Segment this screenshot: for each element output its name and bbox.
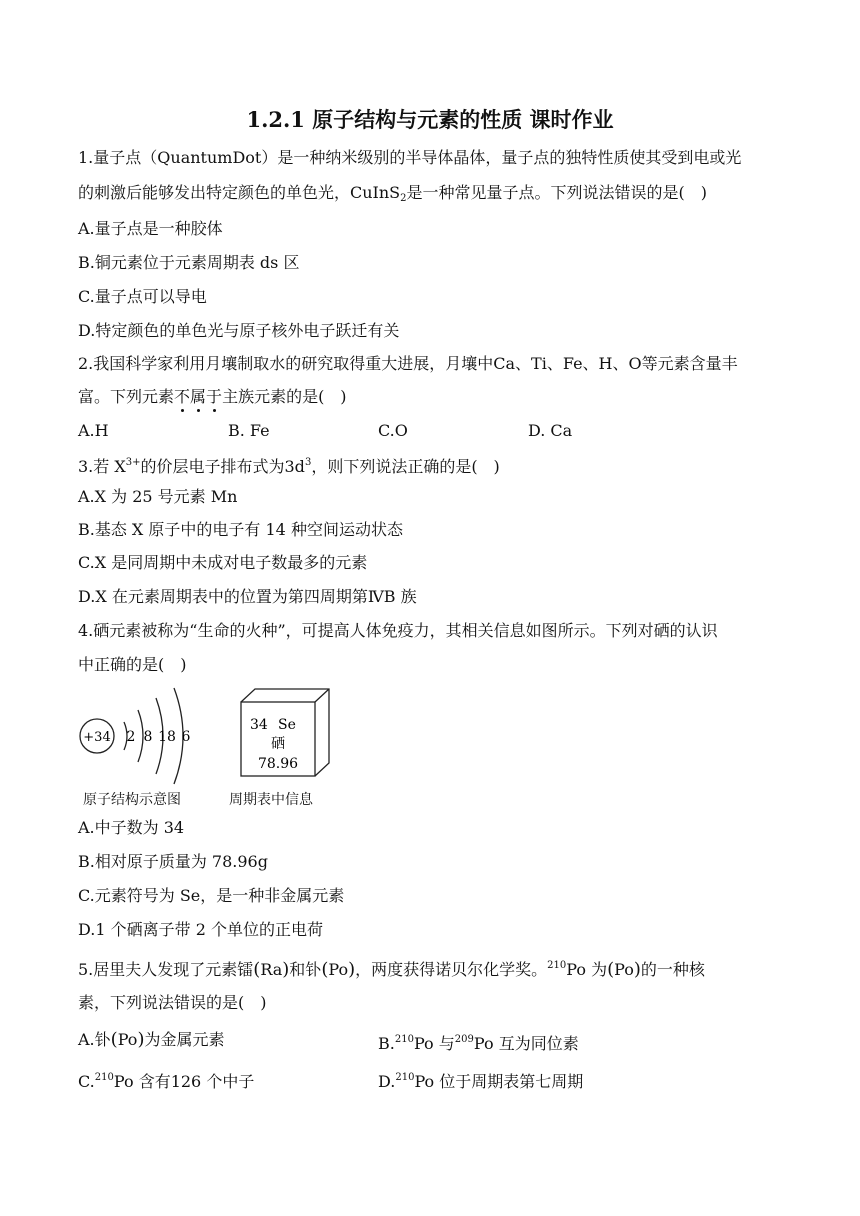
q1-option-d: D.特定颜色的单色光与原子核外电子跃迁有关 [78, 321, 400, 340]
cell-symbol: Se [278, 717, 296, 733]
q1-option-c: C.量子点可以导电 [78, 287, 207, 306]
q4-stem-line1: 4.硒元素被称为“生命的火种”，可提高人体免疫力，其相关信息如图所示。下列对硒的认识 [78, 621, 718, 640]
cell-atomic-number: 34 [250, 717, 268, 733]
shell-count-2: 8 [143, 729, 153, 745]
q2-option-a: A.H [78, 421, 109, 440]
q5-stem-line1: 5.居里夫人发现了元素镭(Ra)和钋(Po)，两度获得诺贝尔化学奖。$^{210}$Po 为(Po)的一种核 [78, 959, 705, 980]
q5-stem-line2: 素，下列说法错误的是( ) [78, 993, 267, 1012]
cell-mass: 78.96 [257, 756, 299, 772]
q3-stem: 3.若 $X^{3+}$的价层电子排布式为$3d^3$，则下列说法正确的是( ) [78, 457, 500, 476]
shell-count-1: 2 [126, 729, 136, 745]
q5-option-b: B.$^{210}$Po 与$^{209}$Po 互为同位素 [378, 1034, 579, 1053]
q3-option-a: A.X 为 25 号元素 Mn [78, 487, 238, 506]
q1-stem-line1: 1.量子点（QuantumDot）是一种纳米级别的半导体晶体，量子点的独特性质使其受到电或光 [78, 148, 742, 167]
cell-depth-edge [315, 689, 329, 702]
shell-arc-2 [138, 710, 143, 762]
q4-stem-line2: 中正确的是( ) [78, 655, 187, 674]
periodic-cell-diagram [238, 686, 334, 780]
q2-stem-line1: 2.我国科学家利用月壤制取水的研究取得重大进展，月壤中Ca、Ti、Fe、H、O等元素含量丰 [78, 354, 738, 373]
q2-option-d: D. Ca [528, 421, 573, 440]
q2-option-c: C.O [378, 421, 408, 440]
q4-option-d: D.1 个硒离子带 2 个单位的正电荷 [78, 920, 323, 939]
q5-option-d: D.$^{210}$Po 位于周期表第七周期 [378, 1072, 584, 1091]
q1-option-a: A.量子点是一种胶体 [78, 219, 223, 238]
q4-option-b: B.相对原子质量为 78.96g [78, 852, 268, 871]
q3-option-d: D.X 在元素周期表中的位置为第四周期第ⅣB 族 [78, 587, 417, 606]
page-title: 1.2.1 原子结构与元素的性质 课时作业 [246, 107, 614, 132]
q4-option-c: C.元素符号为 Se，是一种非金属元素 [78, 886, 345, 905]
q4-option-a: A.中子数为 34 [78, 818, 185, 837]
q3-option-b: B.基态 X 原子中的电子有 14 种空间运动状态 [78, 520, 403, 539]
atomic-structure-diagram [76, 686, 206, 786]
q1-option-b: B.铜元素位于元素周期表 ds 区 [78, 253, 300, 272]
q2-stem-line2: 富。下列元素不属于主族元素的是( ) [78, 387, 347, 406]
cell-name: 硒 [271, 736, 285, 752]
nucleus-charge: +34 [83, 730, 111, 745]
q5-option-a: A.钋(Po)为金属元素 [78, 1029, 225, 1050]
caption-atomic-structure: 原子结构示意图 [83, 792, 181, 808]
shell-count-3: 18 [158, 729, 176, 745]
caption-periodic-info: 周期表中信息 [229, 792, 313, 808]
q5-option-c: C.$^{210}$Po 含有126 个中子 [78, 1072, 255, 1091]
q1-stem-line2: 的刺激后能够发出特定颜色的单色光，CuInS$_2$是一种常见量子点。下列说法错误的是( ) [78, 183, 708, 204]
shell-count-4: 6 [181, 729, 191, 745]
q2-option-b: B. Fe [228, 421, 270, 440]
q3-option-c: C.X 是同周期中未成对电子数最多的元素 [78, 553, 368, 572]
